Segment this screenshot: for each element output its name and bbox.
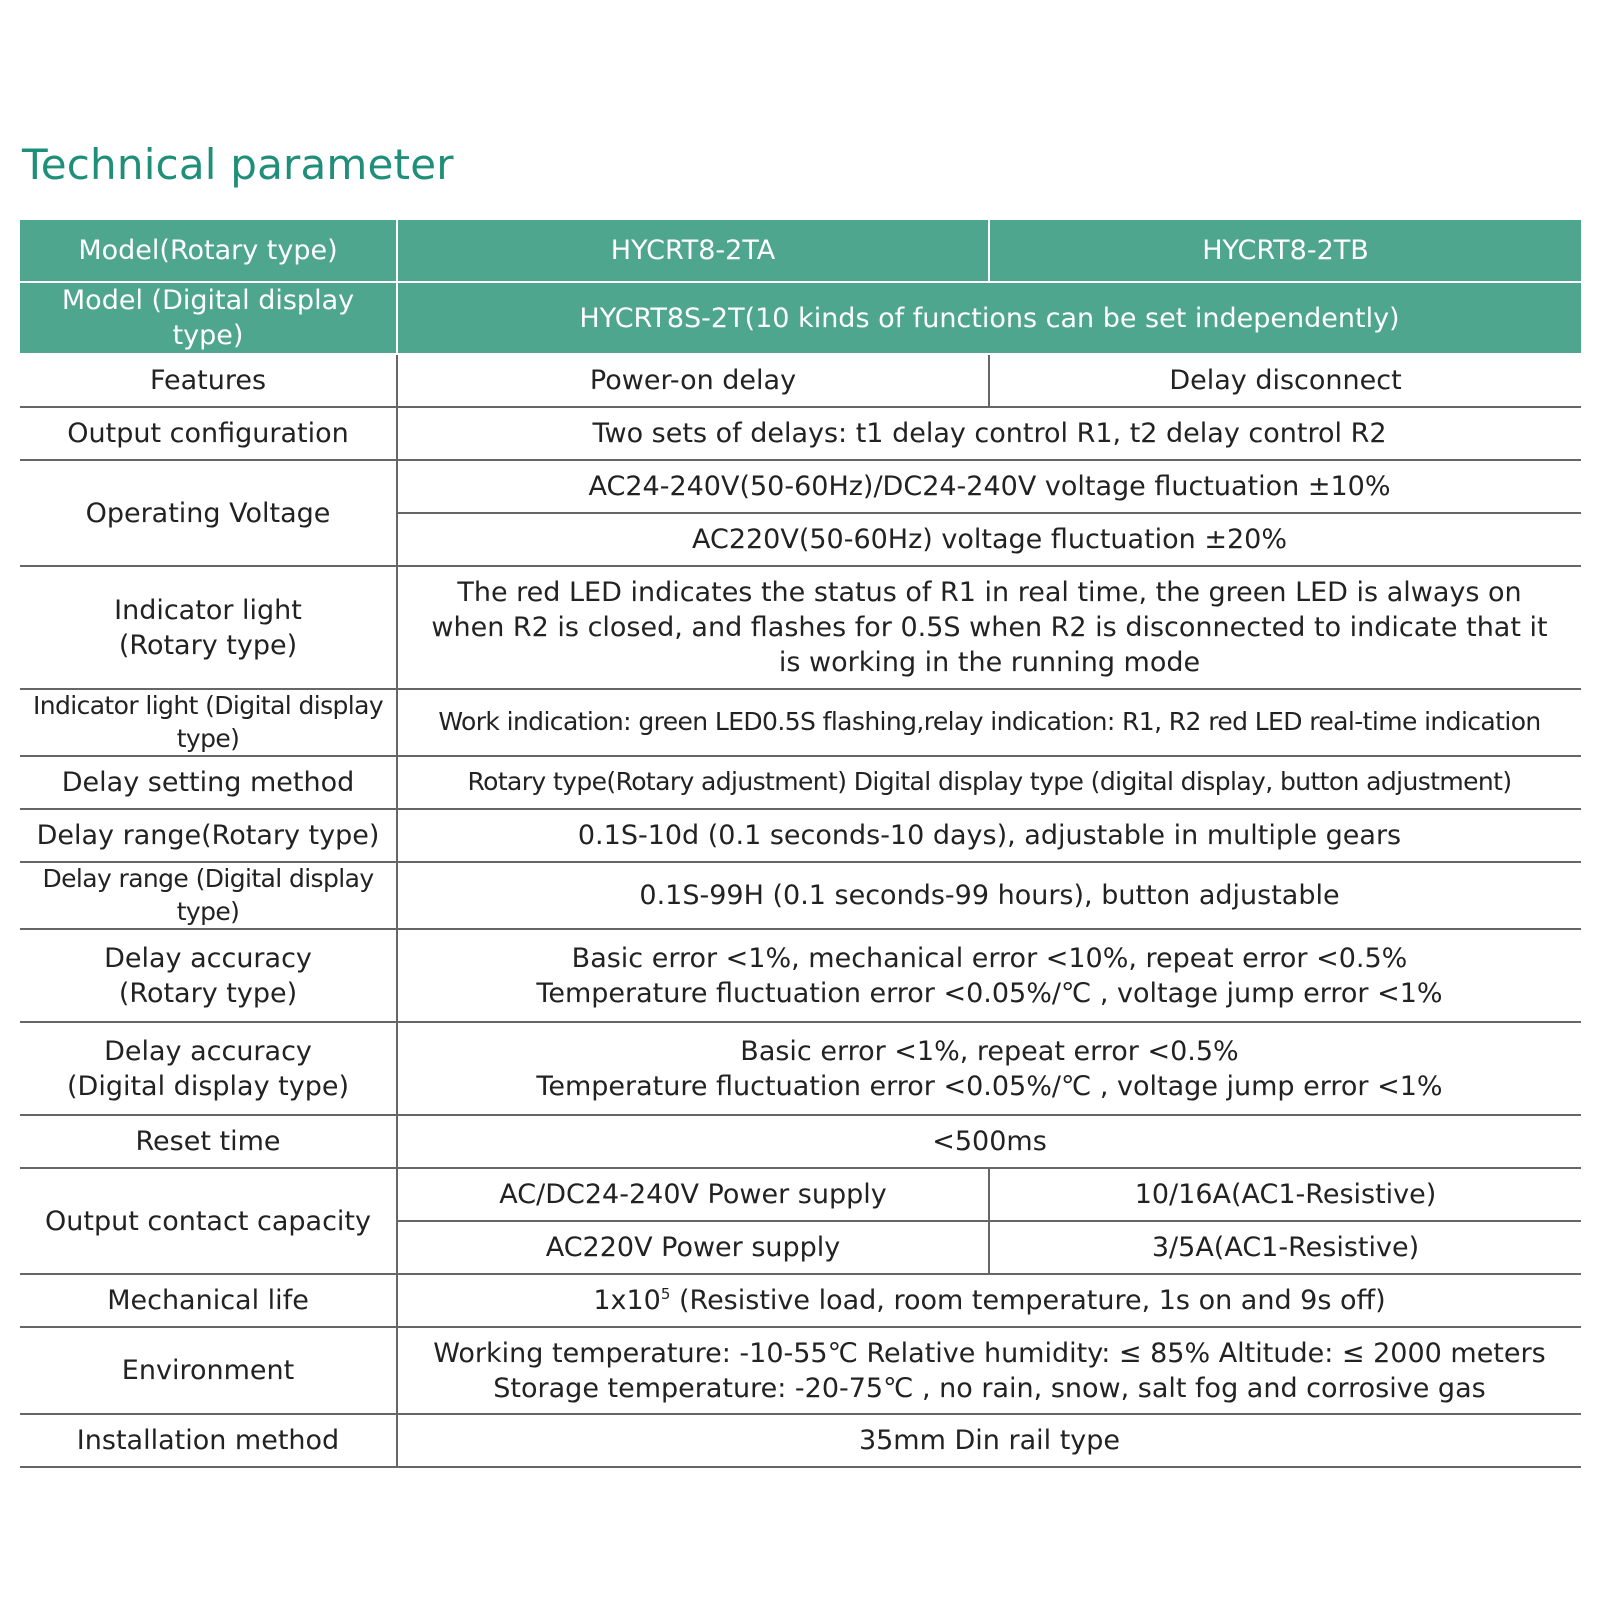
row-delay-accuracy-rotary <box>20 929 1581 1022</box>
voltage-line-2: AC220V(50-60Hz) voltage fluctuation ±20% <box>397 513 1581 566</box>
voltage-line-1: AC24-240V(50-60Hz)/DC24-240V voltage fluctuation ±10% <box>397 460 1581 513</box>
row-value <box>397 1327 1581 1414</box>
row-operating-voltage <box>20 460 1581 513</box>
supply-cell: AC/DC24-240V Power supply <box>397 1168 989 1221</box>
row-label: Delay setting method <box>20 756 397 809</box>
row-environment <box>20 1327 1581 1414</box>
model-a-cell: HYCRT8-2TA <box>397 220 989 282</box>
row-value: <500ms <box>397 1115 1581 1168</box>
row-label: Output configuration <box>20 407 397 460</box>
label-line-2: (Digital display type) <box>67 1070 349 1102</box>
value-line-3: is working in the running mode <box>778 647 1201 679</box>
feature-b-cell: Delay disconnect <box>989 354 1581 407</box>
supply-cell: AC220V Power supply <box>397 1221 989 1274</box>
value-line-2: when R2 is closed, and flashes for 0.5S when R2 is disconnected to indicate that it <box>431 612 1548 644</box>
value-line-1: The red LED indicates the status of R1 in real time, the green LED is always on <box>457 577 1522 609</box>
row-reset-time <box>20 1115 1581 1168</box>
value-base: 1x10 <box>593 1285 661 1317</box>
row-label: Output contact capacity <box>20 1168 397 1274</box>
row-delay-range-digital <box>20 862 1581 929</box>
value-line-2: Temperature fluctuation error <0.05%/℃ , voltage jump error <1% <box>536 1070 1443 1102</box>
row-value: Two sets of delays: t1 delay control R1, t2 delay control R2 <box>397 407 1581 460</box>
label-line-1: Delay accuracy <box>104 942 312 974</box>
row-label <box>20 1022 397 1115</box>
value-line-2: Temperature fluctuation error <0.05%/℃ , voltage jump error <1% <box>536 977 1443 1009</box>
value-line-1: Basic error <1%, mechanical error <10%, repeat error <0.5% <box>571 942 1408 974</box>
row-features <box>20 354 1581 407</box>
row-output-configuration <box>20 407 1581 460</box>
feature-a-cell: Power-on delay <box>397 354 989 407</box>
row-delay-accuracy-digital <box>20 1022 1581 1115</box>
row-value: 35mm Din rail type <box>397 1414 1581 1467</box>
row-output-contact <box>20 1168 1581 1221</box>
row-label: Model(Rotary type) <box>20 220 397 282</box>
row-value: 0.1S-99H (0.1 seconds-99 hours), button adjustable <box>397 862 1581 929</box>
row-value: 0.1S-10d (0.1 seconds-10 days), adjustable in multiple gears <box>397 809 1581 862</box>
row-label: Installation method <box>20 1414 397 1467</box>
row-label: Delay range(Rotary type) <box>20 809 397 862</box>
row-label: Indicator light (Digital display type) <box>20 689 397 756</box>
label-line-1: Delay accuracy <box>104 1035 312 1067</box>
row-label <box>20 566 397 689</box>
row-label: Operating Voltage <box>20 460 397 566</box>
row-label: Features <box>20 354 397 407</box>
row-delay-setting <box>20 756 1581 809</box>
row-label <box>20 929 397 1022</box>
row-indicator-digital <box>20 689 1581 756</box>
row-installation <box>20 1414 1581 1467</box>
label-line-2: (Rotary type) <box>118 629 298 661</box>
row-value <box>397 566 1581 689</box>
model-b-cell: HYCRT8-2TB <box>989 220 1581 282</box>
row-value <box>397 929 1581 1022</box>
value-rest: (Resistive load, room temperature, 1s on and 9s off) <box>670 1285 1386 1317</box>
row-value <box>397 1274 1581 1327</box>
row-label: Delay range (Digital display type) <box>20 862 397 929</box>
row-delay-range-rotary <box>20 809 1581 862</box>
row-value: Work indication: green LED0.5S flashing,relay indication: R1, R2 red LED real-time indication <box>397 689 1581 756</box>
technical-parameter-table <box>20 220 1581 1468</box>
row-label: Reset time <box>20 1115 397 1168</box>
row-model-rotary <box>20 220 1581 282</box>
row-value: Rotary type(Rotary adjustment) Digital display type (digital display, button adjustment) <box>397 756 1581 809</box>
row-label: Mechanical life <box>20 1274 397 1327</box>
label-line-1: Indicator light <box>114 594 302 626</box>
label-line-2: (Rotary type) <box>118 977 298 1009</box>
row-indicator-rotary <box>20 566 1581 689</box>
value-line-1: Basic error <1%, repeat error <0.5% <box>740 1035 1239 1067</box>
row-mechanical-life <box>20 1274 1581 1327</box>
value-line-2: Storage temperature: -20-75℃ , no rain, snow, salt fog and corrosive gas <box>493 1372 1486 1404</box>
page-title: Technical parameter <box>22 140 454 189</box>
row-value <box>397 1022 1581 1115</box>
capacity-cell: 10/16A(AC1-Resistive) <box>989 1168 1581 1221</box>
row-label: Environment <box>20 1327 397 1414</box>
row-model-digital <box>20 282 1581 354</box>
row-value: HYCRT8S-2T(10 kinds of functions can be set independently) <box>397 282 1581 354</box>
capacity-cell: 3/5A(AC1-Resistive) <box>989 1221 1581 1274</box>
value-line-1: Working temperature: -10-55℃ Relative humidity: ≤ 85% Altitude: ≤ 2000 meters <box>433 1337 1546 1369</box>
value-exponent: 5 <box>660 1285 671 1304</box>
row-label: Model (Digital display type) <box>20 282 397 354</box>
